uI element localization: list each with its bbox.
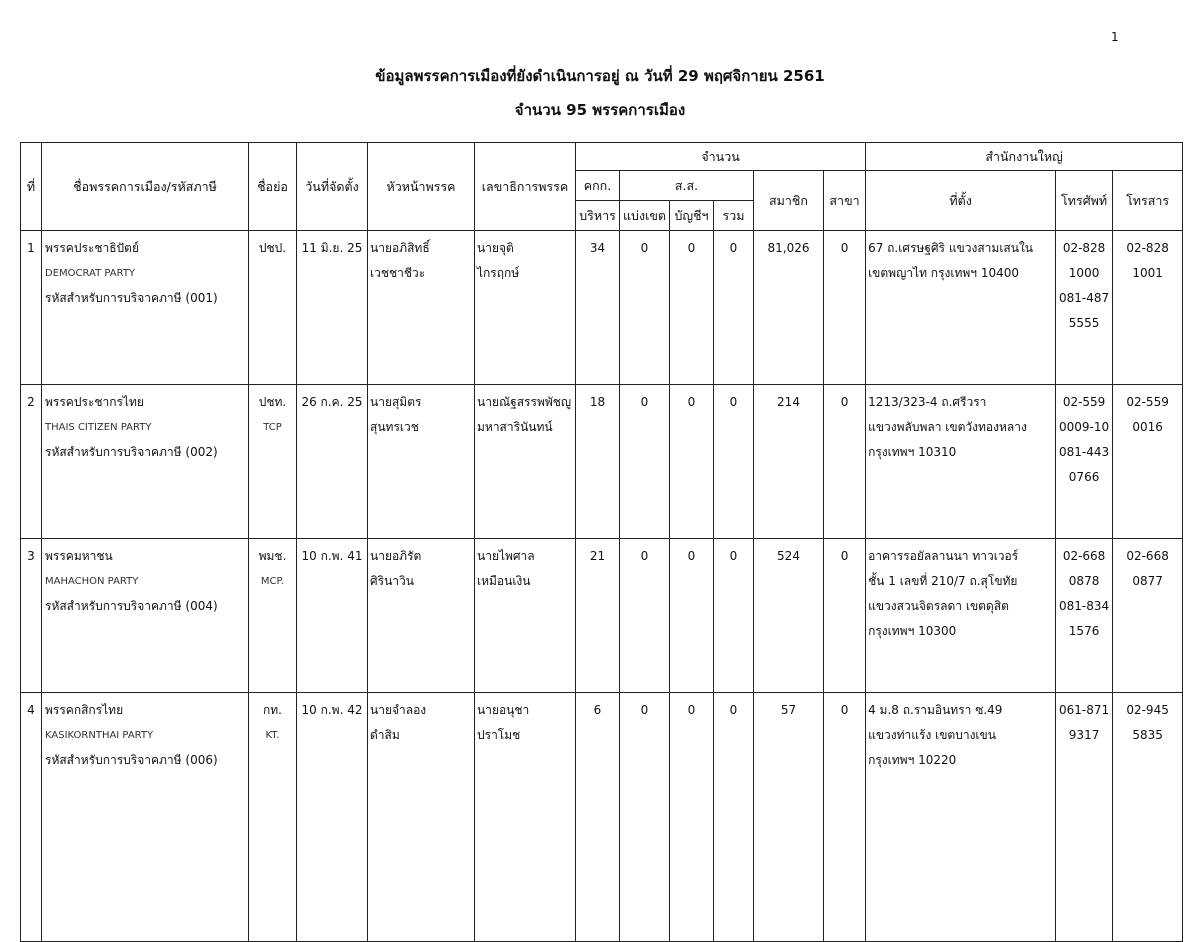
address-line: กรุงเทพฯ 10220 [868,753,957,767]
party-abbr-cell [249,385,297,539]
header-mp-list: บัญชีฯ [670,201,714,231]
mp-district-count: 0 [640,241,649,255]
address-line: แขวงสวนจิตรลดา เขตดุสิต [868,599,1009,613]
founded-date: 10 ก.พ. 42 [301,703,363,717]
address-line: เขตพญาไท กรุงเทพฯ 10400 [868,266,1020,280]
leader-name: สุนทรเวช [370,420,419,434]
fax-line: 1001 [1132,266,1163,280]
members-count: 214 [777,395,800,409]
address-cell [866,385,1056,539]
fax-cell [1113,385,1183,539]
members-count: 524 [777,549,800,563]
branches-count-cell [824,385,866,539]
row-number [21,385,42,539]
mp-list-count: 0 [687,703,696,717]
mp-total-count: 0 [729,549,738,563]
phone-cell [1056,693,1113,942]
header-address: ที่ตั้ง [866,171,1056,231]
header-exec-bottom: บริหาร [576,201,620,231]
mp-list-count: 0 [687,241,696,255]
parties-table [20,142,1183,942]
party-abbr-cell [249,693,297,942]
table-row [21,385,1183,539]
phone-line: 081-443 [1059,445,1110,459]
header-branches: สาขา [824,171,866,231]
fax-line: 02-559 [1126,395,1169,409]
leader-name: ศิรินาวิน [370,574,414,588]
founded-cell [297,693,368,942]
mp-district-count-cell [620,539,670,693]
mp-district-count: 0 [640,395,649,409]
exec-count-cell [576,539,620,693]
party-name-cell [42,539,249,693]
address-line: อาคารรอยัลลานนา ทาวเวอร์ [868,549,1019,563]
header-no: ที่ [21,143,42,231]
header-mp-district: แบ่งเขต [620,201,670,231]
exec-count: 34 [589,241,606,255]
secretary-cell [475,539,576,693]
header-phone: โทรศัพท์ [1056,171,1113,231]
page-subtitle: จำนวน 95 พรรคการเมือง [514,101,686,119]
leader-name: นายอภิรัต [370,549,422,563]
leader-name: นายสุมิตร [370,395,422,409]
fax-line: 0016 [1132,420,1163,434]
mp-list-count: 0 [687,549,696,563]
header-mp-total: รวม [714,201,754,231]
party-name-en: KASIKORNTHAI PARTY [45,730,154,741]
page-title: ข้อมูลพรรคการเมืองที่ยังดำเนินการอยู่ ณ วันที่ 29 พฤศจิกายน 2561 [375,67,825,85]
address-line: 1213/323-4 ถ.ศรีวรา [868,395,987,409]
phone-line: 081-487 [1059,291,1110,305]
party-abbr-th: ปชป. [258,241,287,255]
address-cell [866,693,1056,942]
secretary-name: ไกรฤกษ์ [477,266,520,280]
founded-cell [297,231,368,385]
party-name-cell [42,693,249,942]
header-leader: หัวหน้าพรรค [368,143,475,231]
party-tax-code: รหัสสำหรับการบริจาคภาษี (002) [45,445,218,459]
address-cell [866,539,1056,693]
header-founded: วันที่จัดตั้ง [297,143,368,231]
leader-name: นายอภิสิทธิ์ [370,241,430,255]
leader-cell [368,385,475,539]
row-number-text: 1 [27,241,35,255]
secretary-name: มหาสารินันทน์ [477,420,553,434]
members-count: 81,026 [767,241,810,255]
mp-list-count-cell [670,539,714,693]
phone-line: 02-559 [1062,395,1106,409]
members-count-cell [754,539,824,693]
mp-total-count: 0 [729,395,738,409]
phone-line: 9317 [1068,728,1100,742]
phone-line: 1000 [1068,266,1100,280]
mp-district-count-cell [620,231,670,385]
party-abbr-en: MCP. [260,576,285,587]
party-tax-code: รหัสสำหรับการบริจาคภาษี (006) [45,753,218,767]
fax-line: 5835 [1132,728,1163,742]
party-abbr-en: TCP [263,422,282,433]
branches-count: 0 [840,703,849,717]
founded-date: 10 ก.พ. 41 [301,549,363,563]
mp-total-count-cell [714,385,754,539]
party-name-th: พรรคประชาธิปัตย์ [45,241,139,255]
fax-line: 02-668 [1126,549,1169,563]
secretary-name: นายไพศาล [477,549,535,563]
secretary-name: นายอนุชา [477,703,530,717]
mp-total-count-cell [714,693,754,942]
fax-cell [1113,693,1183,942]
party-abbr-th: ปชท. [258,395,287,409]
header-mp-group: ส.ส. [620,171,754,201]
mp-total-count: 0 [729,703,738,717]
mp-district-count-cell [620,385,670,539]
mp-total-count: 0 [729,241,738,255]
header-exec-top: คกก. [576,171,620,201]
header-count-group: จำนวน [576,143,866,171]
header-fax: โทรสาร [1113,171,1183,231]
party-name-cell [42,231,249,385]
address-line: แขวงท่าแร้ง เขตบางเขน [868,728,996,742]
phone-line: 0878 [1068,574,1100,588]
mp-district-count: 0 [640,549,649,563]
branches-count-cell [824,693,866,942]
secretary-name: นายจุติ [477,241,514,255]
mp-district-count: 0 [640,703,649,717]
party-name-th: พรรคประชากรไทย [45,395,144,409]
members-count-cell [754,385,824,539]
header-name: ชื่อพรรคการเมือง/รหัสภาษี [42,143,249,231]
mp-list-count: 0 [687,395,696,409]
page-number: 1 [1111,30,1119,44]
secretary-cell [475,693,576,942]
row-number-text: 2 [27,395,35,409]
members-count-cell [754,231,824,385]
phone-line: 02-828 [1062,241,1106,255]
leader-cell [368,539,475,693]
phone-cell [1056,385,1113,539]
phone-line: 02-668 [1062,549,1106,563]
address-line: กรุงเทพฯ 10300 [868,624,957,638]
row-number [21,693,42,942]
phone-line: 0009-10 [1059,420,1110,434]
branches-count: 0 [840,395,849,409]
leader-name: เวชชาชีวะ [370,266,426,280]
mp-total-count-cell [714,231,754,385]
header-members: สมาชิก [754,171,824,231]
mp-list-count-cell [670,231,714,385]
mp-district-count-cell [620,693,670,942]
address-line: 67 ถ.เศรษฐศิริ แขวงสามเสนใน [868,241,1034,255]
fax-line: 0877 [1132,574,1163,588]
exec-count: 6 [593,703,602,717]
header-secretary: เลขาธิการพรรค [475,143,576,231]
leader-name: ดำสิม [370,728,400,742]
founded-date: 26 ก.ค. 25 [301,395,363,409]
fax-cell [1113,231,1183,385]
table-row [21,539,1183,693]
row-number-text: 4 [27,703,35,717]
fax-cell [1113,539,1183,693]
members-count: 57 [780,703,797,717]
party-name-th: พรรคมหาชน [45,549,113,563]
phone-cell [1056,231,1113,385]
fax-line: 02-828 [1126,241,1169,255]
party-name-th: พรรคกสิกรไทย [45,703,124,717]
founded-cell [297,539,368,693]
founded-cell [297,385,368,539]
party-abbr-th: พมช. [258,549,287,563]
branches-count-cell [824,539,866,693]
table-row [21,693,1183,942]
address-line: 4 ม.8 ถ.รามอินทรา ซ.49 [868,703,1003,717]
leader-cell [368,693,475,942]
founded-date: 11 มิ.ย. 25 [301,241,363,255]
header-abbr: ชื่อย่อ [249,143,297,231]
party-abbr-cell [249,231,297,385]
row-number [21,539,42,693]
leader-cell [368,231,475,385]
phone-cell [1056,539,1113,693]
exec-count-cell [576,231,620,385]
row-number-text: 3 [27,549,35,563]
phone-line: 061-871 [1059,703,1110,717]
mp-list-count-cell [670,385,714,539]
secretary-name: นายณัฐสรรพพัชญู [477,395,572,409]
exec-count-cell [576,693,620,942]
mp-list-count-cell [670,693,714,942]
branches-count: 0 [840,241,849,255]
party-abbr-en: KT. [265,730,280,741]
address-line: กรุงเทพฯ 10310 [868,445,957,459]
exec-count: 18 [589,395,606,409]
secretary-cell [475,231,576,385]
secretary-name: ปราโมช [477,728,521,742]
secretary-name: เหมือนเงิน [477,574,531,588]
secretary-cell [475,385,576,539]
fax-line: 02-945 [1126,703,1169,717]
header-hq-group: สำนักงานใหญ่ [866,143,1183,171]
party-name-en: MAHACHON PARTY [45,576,139,587]
party-abbr-th: กท. [263,703,282,717]
phone-line: 1576 [1068,624,1100,638]
phone-line: 081-834 [1059,599,1110,613]
party-abbr-cell [249,539,297,693]
address-cell [866,231,1056,385]
branches-count-cell [824,231,866,385]
exec-count-cell [576,385,620,539]
party-name-en: DEMOCRAT PARTY [45,268,136,279]
mp-total-count-cell [714,539,754,693]
phone-line: 5555 [1068,316,1100,330]
party-tax-code: รหัสสำหรับการบริจาคภาษี (001) [45,291,218,305]
address-line: ชั้น 1 เลขที่ 210/7 ถ.สุโขทัย [868,574,1018,588]
branches-count: 0 [840,549,849,563]
row-number [21,231,42,385]
leader-name: นายจำลอง [370,703,427,717]
address-line: แขวงพลับพลา เขตวังทองหลาง [868,420,1027,434]
phone-line: 0766 [1068,470,1100,484]
party-tax-code: รหัสสำหรับการบริจาคภาษี (004) [45,599,218,613]
party-name-en: THAIS CITIZEN PARTY [45,422,152,433]
members-count-cell [754,693,824,942]
party-name-cell [42,385,249,539]
exec-count: 21 [589,549,606,563]
table-row [21,231,1183,385]
